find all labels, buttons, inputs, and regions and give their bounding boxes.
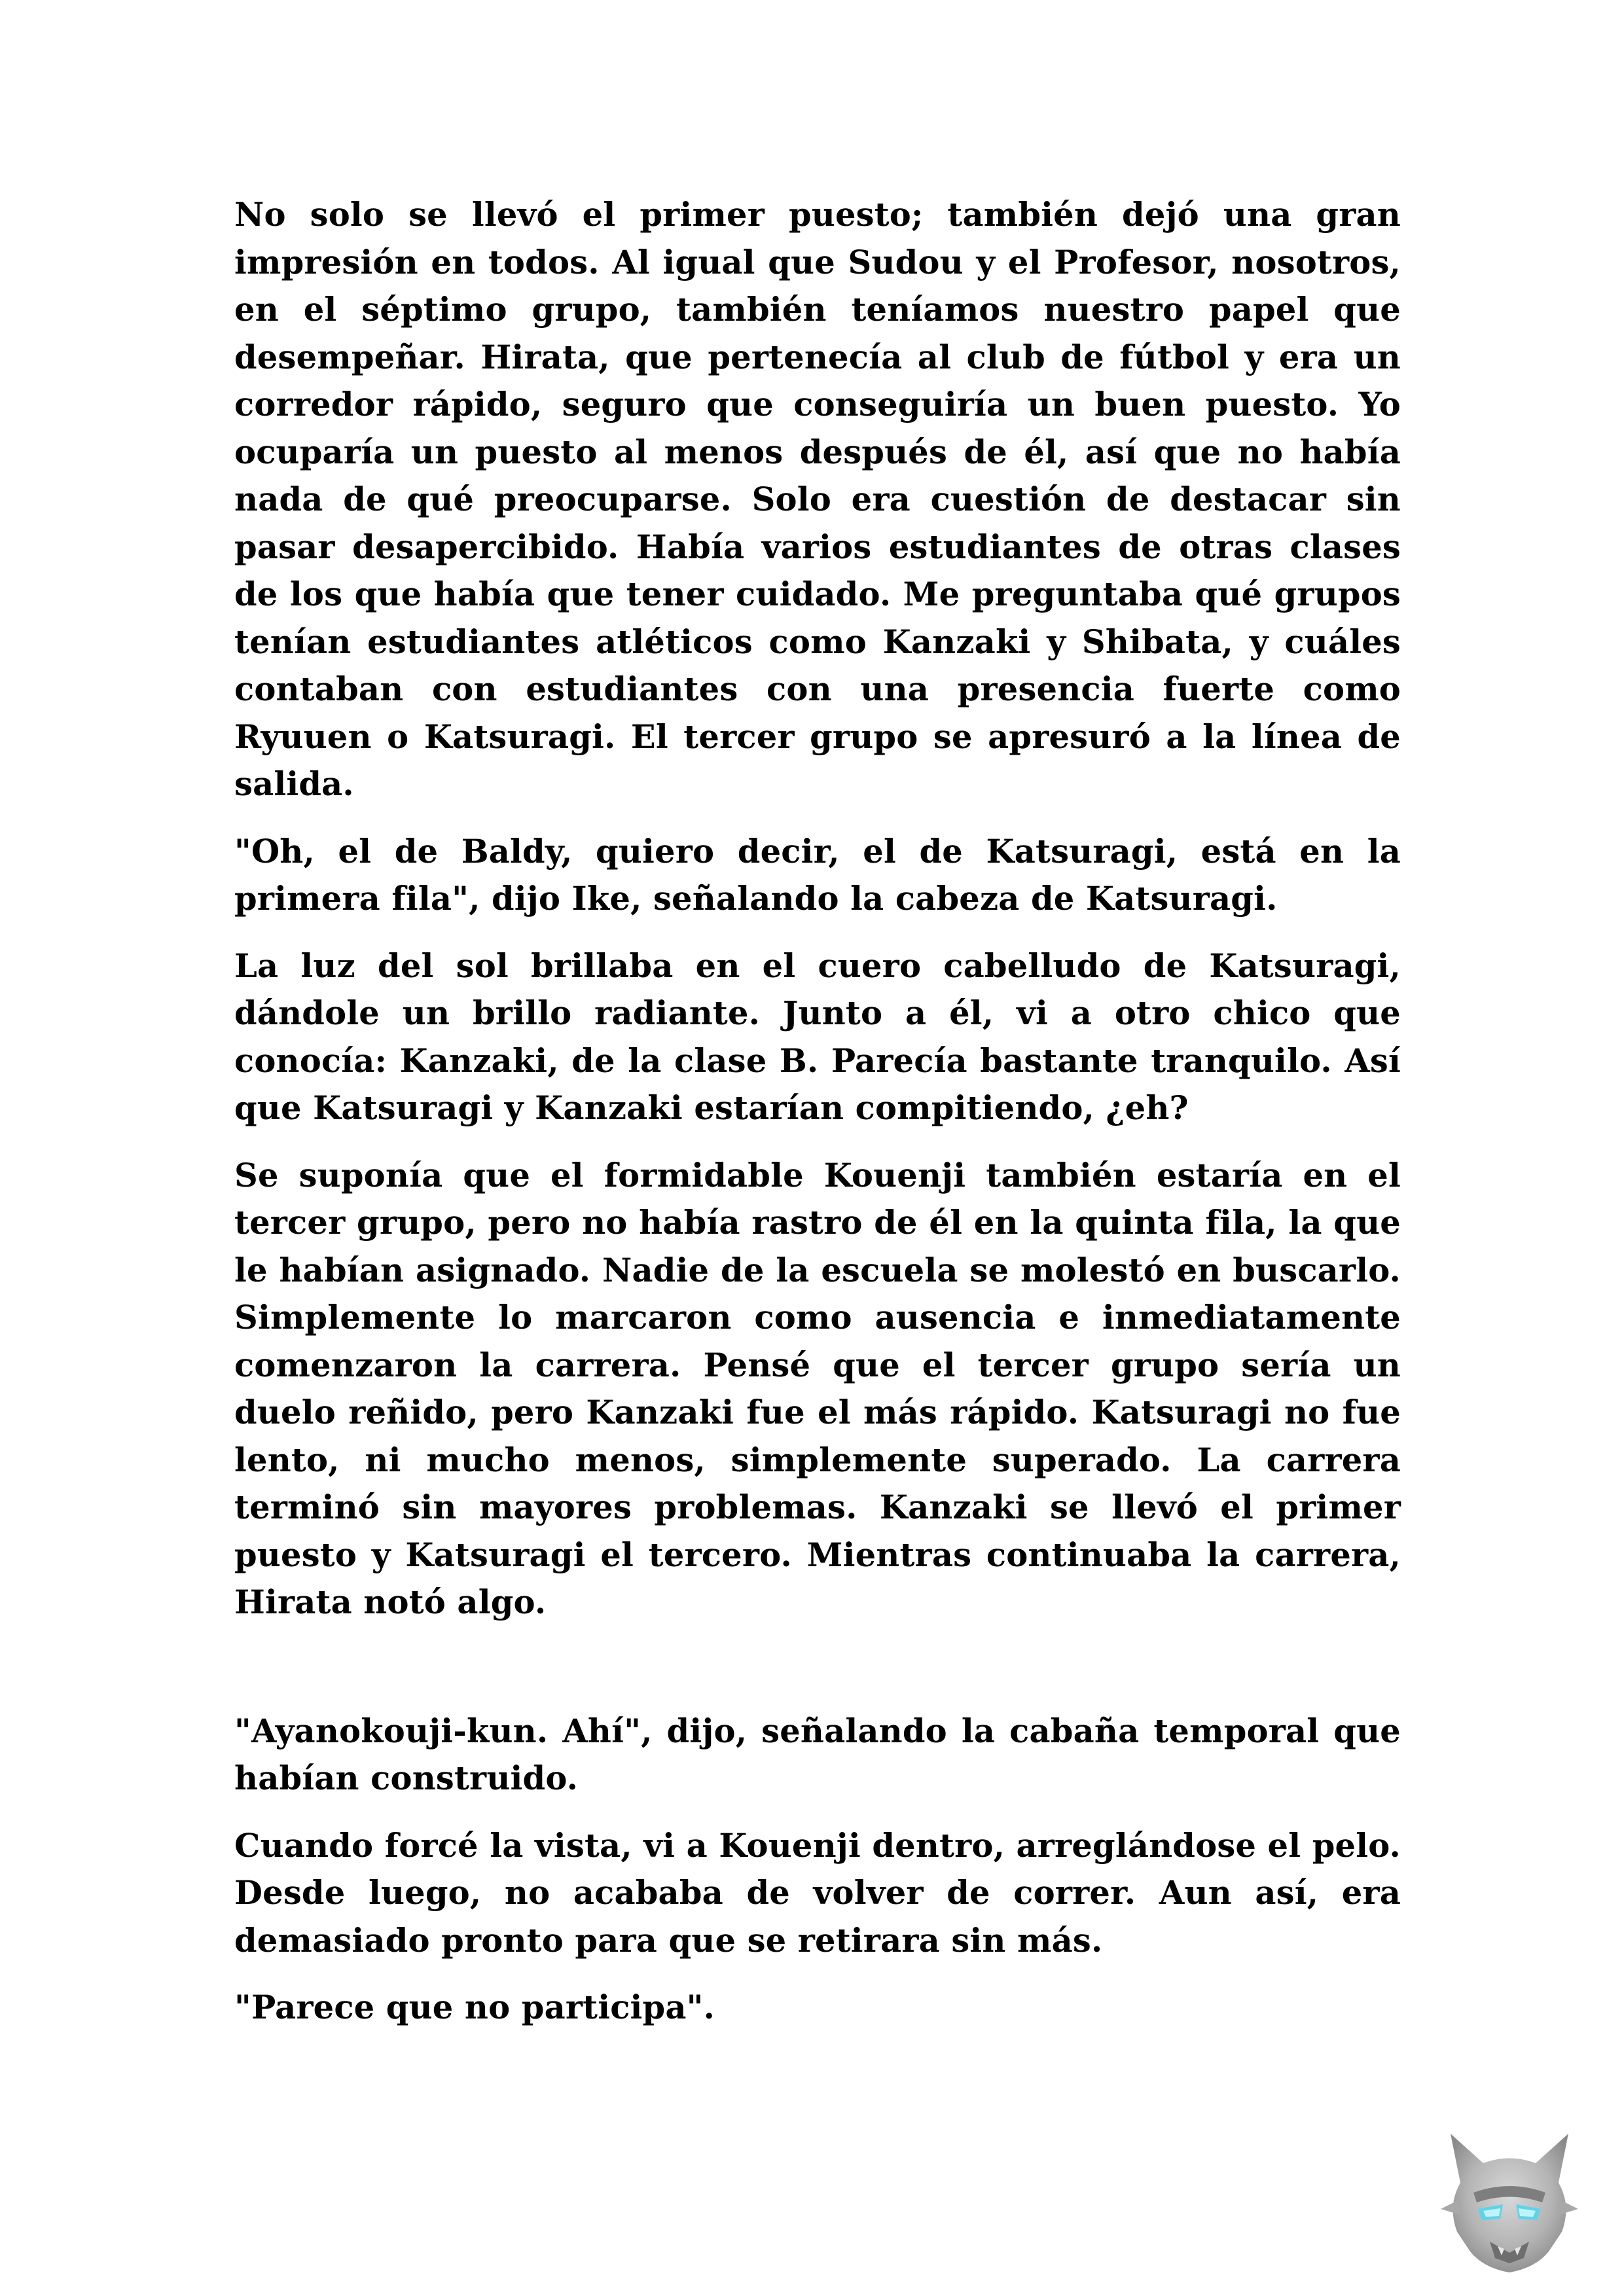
paragraph-4: Se suponía que el formidable Kouenji también estaría en el tercer grupo, pero no había rastro de él en la quinta fila, la que le habían asignado. Nadie de la escuela se molestó en buscarlo. Simplemente lo marcaron como ausencia e inmediatamente comenzaron la carrera. Pensé que el tercer grupo sería un duelo reñido, pero Kanzaki fue el más rápido. Katsuragi no fue lento, ni mucho menos, simplemente superado. La carrera terminó sin mayores problemas. Kanzaki se llevó el primer puesto y Katsuragi el tercero. Mientras continuaba la carrera, Hirata notó algo.	[234, 1156, 1401, 1621]
demon-mask-icon	[1437, 2127, 1581, 2278]
paragraph-2: "Oh, el de Baldy, quiero decir, el de Katsuragi, está en la primera fila", dijo Ike, señalando la cabeza de Katsuragi.	[234, 832, 1401, 918]
paragraph-1: No solo se llevó el primer puesto; también dejó una gran impresión en todos. Al igual que Sudou y el Profesor, nosotros, en el séptimo grupo, también teníamos nuestro papel que desempeñar. Hirata, que pertenecía al club de fútbol y era un corredor rápido, seguro que conseguiría un buen puesto. Yo ocuparía un puesto al menos después de él, así que no había nada de qué preocuparse. Solo era cuestión de destacar sin pasar desapercibido. Había varios estudiantes de otras clases de los que había que tener cuidado. Me preguntaba qué grupos tenían estudiantes atléticos como Kanzaki y Shibata, y cuáles contaban con estudiantes con una presencia fuerte como Ryuuen o Katsuragi. El tercer grupo se apresuró a la línea de salida.	[234, 196, 1401, 803]
text-column	[234, 191, 1401, 2032]
paragraph-3: La luz del sol brillaba en el cuero cabelludo de Katsuragi, dándole un brillo radiante. Junto a él, vi a otro chico que conocía: Kanzaki, de la clase B. Parecía bastante tranquilo. Así que Katsuragi y Kanzaki estarían compitiendo, ¿eh?	[234, 946, 1401, 1127]
paragraph-6: Cuando forcé la vista, vi a Kouenji dentro, arreglándose el pelo. Desde luego, no acababa de volver de correr. Aun así, era demasiado pronto para que se retirara sin más.	[234, 1826, 1401, 1960]
paragraph-7: "Parece que no participa".	[234, 1988, 715, 2026]
paragraph-5: "Ayanokouji-kun. Ahí", dijo, señalando la cabaña temporal que habían construido.	[234, 1712, 1401, 1797]
